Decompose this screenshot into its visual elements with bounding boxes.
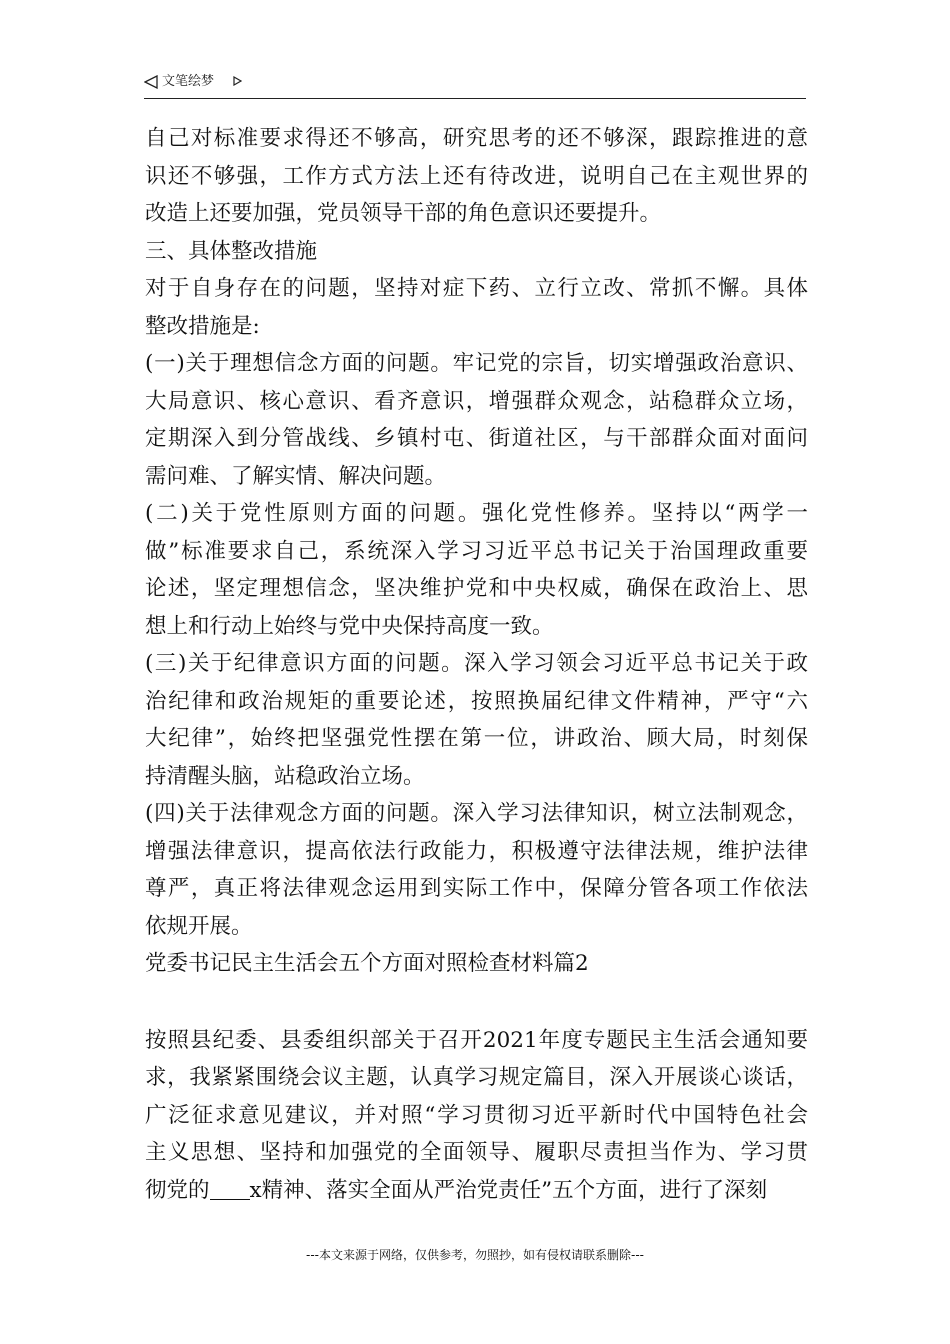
text-fragment: x精神、落实全面从严治党责任”五个方面，进行了深刻 (249, 1177, 768, 1203)
text-line: 需问难、了解实情、解决问题。 (145, 463, 447, 489)
triangle-left-icon (144, 75, 158, 89)
text-line: (四)关于法律观念方面的问题。深入学习法律知识，树立法制观念， (145, 801, 808, 826)
text-line: 增强法律意识，提高依法行政能力，积极遵守法律法规，维护法律 (145, 838, 808, 864)
text-line: 求，我紧紧围绕会议主题，认真学习规定篇目，深入开展谈心谈话， (145, 1065, 808, 1090)
fill-in-blank (210, 1177, 250, 1200)
text-line: 广泛征求意见建议，并对照“学习贯彻习近平新时代中国特色社会 (145, 1102, 808, 1128)
text-fragment: 彻党的 (145, 1177, 210, 1203)
text-line: (三)关于纪律意识方面的问题。深入学习领会习近平总书记关于政 (145, 651, 808, 676)
measure-item-3 (145, 645, 810, 795)
triangle-right-icon (233, 76, 242, 86)
text-line: 想上和行动上始终与党中央保持高度一致。 (145, 613, 554, 639)
text-line (145, 1172, 810, 1210)
text-line: 识还不够强，工作方式方法上还有待改进，说明自己在主观世界的 (145, 163, 808, 189)
measure-item-1 (145, 345, 810, 495)
text-line: 定期深入到分管战线、乡镇村屯、街道社区，与干部群众面对面问 (145, 426, 808, 451)
footer-disclaimer: ---本文来源于网络，仅供参考，勿照抄，如有侵权请联系删除--- (306, 1248, 644, 1262)
text-line: 整改措施是: (145, 313, 260, 339)
text-line: 持清醒头脑，站稳政治立场。 (145, 763, 425, 789)
measure-item-2 (145, 495, 810, 645)
text-line: (二)关于党性原则方面的问题。强化党性修养。坚持以“两学一 (145, 501, 808, 526)
text-line: 做”标准要求自己，系统深入学习习近平总书记关于治国理政重要 (145, 538, 808, 564)
paragraph-article-2 (145, 1022, 810, 1210)
text-line: 依规开展。 (145, 913, 253, 939)
text-line: 对于自身存在的问题，坚持对症下药、立行立改、常抓不懈。具体 (145, 276, 808, 301)
text-line: 按照县纪委、县委组织部关于召开2021年度专题民主生活会通知要 (145, 1027, 808, 1053)
text-line: 尊严，真正将法律观念运用到实际工作中，保障分管各项工作依法 (145, 876, 808, 901)
blank-gap (145, 983, 810, 1022)
page-header (144, 70, 806, 99)
text-line: 治纪律和政治规矩的重要论述，按照换届纪律文件精神，严守“六 (145, 688, 808, 714)
text-line: 大纪律”，始终把坚强党性摆在第一位，讲政治、顾大局，时刻保 (145, 726, 808, 751)
text-line: 大局意识、核心意识、看齐意识，增强群众观念，站稳群众立场， (145, 388, 808, 414)
section-heading: 三、具体整改措施 (145, 238, 318, 264)
paragraph-intro (145, 270, 810, 345)
text-line: 论述，坚定理想信念，坚决维护党和中央权威，确保在政治上、思 (145, 576, 808, 601)
measure-item-4 (145, 795, 810, 945)
document-body (145, 120, 810, 1209)
article-title: 党委书记民主生活会五个方面对照检查材料篇2 (145, 951, 589, 976)
header-brand: 文笔绘梦 (162, 74, 215, 89)
text-line: 改造上还要加强，党员领导干部的角色意识还要提升。 (145, 201, 662, 226)
text-line: 自己对标准要求得还不够高，研究思考的还不够深，跟踪推进的意 (145, 126, 808, 151)
text-line: 主义思想、坚持和加强党的全面领导、履职尽责担当作为、学习贯 (145, 1140, 808, 1165)
paragraph-continued (145, 120, 810, 233)
text-line: (一)关于理想信念方面的问题。牢记党的宗旨，切实增强政治意识、 (145, 351, 808, 376)
